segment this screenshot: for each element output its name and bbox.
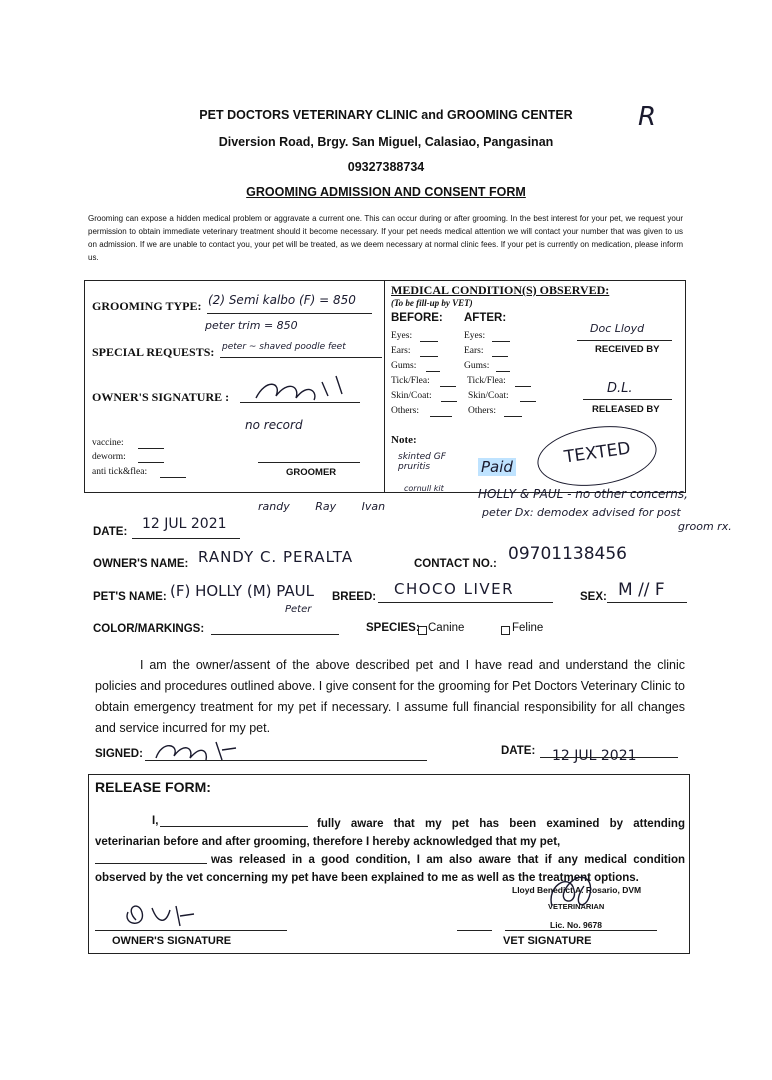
- before-label: BEFORE:: [391, 312, 443, 324]
- released-by-line: [583, 399, 672, 400]
- after-label: AFTER:: [464, 312, 507, 324]
- vet-sig-line: [505, 930, 657, 931]
- pet-name-extra: Peter: [285, 604, 312, 615]
- vaccine-line: [138, 448, 164, 449]
- clinic-name: PET DOCTORS VETERINARY CLINIC and GROOMING CENTER: [199, 108, 573, 122]
- vet-stamp-title: VETERINARIAN: [548, 902, 605, 911]
- signed-date-line: [540, 757, 678, 758]
- before-gums-line: [426, 371, 440, 372]
- owner-signature-scribble: [248, 372, 358, 406]
- release-text-2: fully aware that my pet has been examined by attending veterinarian before and after grooming, therefore I hereby acknowledged that my pet,: [95, 818, 685, 848]
- owner-sig-line: [95, 930, 287, 931]
- before-tickflea: Tick/Flea:: [391, 376, 430, 386]
- special-requests-line: [220, 357, 382, 358]
- note-label: Note:: [391, 434, 417, 446]
- after-ears: Ears:: [464, 346, 484, 356]
- after-tickflea: Tick/Flea:: [467, 376, 506, 386]
- grooming-type-value: (2) Semi kalbo (F) = 850: [208, 293, 356, 307]
- deworm-line: [138, 462, 164, 463]
- after-others-line: [504, 416, 522, 417]
- after-eyes-line: [492, 341, 510, 342]
- breed-line: [378, 602, 553, 603]
- release-text-3: was released in a good condition, I am also aware that if any medical condition observed by the vet concerning my pet have been explained to me as well as the treatment options.: [95, 854, 685, 884]
- notes-line-2: peter Dx: demodex advised for post: [482, 506, 681, 519]
- breed-value: CHOCO LIVER: [394, 580, 515, 598]
- vet-stamp-name: Lloyd Benedict A. Rosario, DVM: [512, 885, 642, 895]
- names-note: randy Ray Ivan: [258, 500, 386, 513]
- color-label: COLOR/MARKINGS:: [93, 623, 205, 635]
- color-line: [211, 634, 339, 635]
- grooming-type-label: GROOMING TYPE:: [92, 299, 202, 313]
- deworm-label: deworm:: [92, 452, 126, 462]
- medical-title: MEDICAL CONDITION(S) OBSERVED:: [391, 283, 610, 297]
- date-label: DATE:: [93, 526, 128, 538]
- species-feline: Feline: [512, 622, 544, 634]
- form-title: GROOMING ADMISSION AND CONSENT FORM: [246, 185, 526, 199]
- consent-paragraph: I am the owner/assent of the above described pet and I have read and understand the clinic policies and procedures outlined above. I give consent for the grooming for Pet Doctors Veterinary Clinic to obtain emergency treatment for my pet if necessary. I assume full financial responsibility for all changes and service incurred for my pet.: [95, 658, 685, 735]
- before-others: Others:: [391, 406, 419, 416]
- grooming-type-line: [207, 313, 372, 314]
- texted-note: TEXTED: [562, 438, 632, 468]
- after-others: Others:: [468, 406, 496, 416]
- sex-value: M // F: [618, 580, 665, 600]
- notes-line-1: HOLLY & PAUL - no other concerns,: [478, 487, 688, 501]
- vaccine-label: vaccine:: [92, 438, 124, 448]
- after-tickflea-line: [515, 386, 531, 387]
- special-requests-value: peter ~ shaved poodle feet: [222, 342, 346, 352]
- vet-sig-label: VET SIGNATURE: [503, 935, 592, 947]
- after-skincoat: Skin/Coat:: [468, 391, 509, 401]
- before-eyes: Eyes:: [391, 331, 413, 341]
- paid-note: Paid: [478, 458, 516, 476]
- signed-scribble: [150, 736, 260, 766]
- before-gums: Gums:: [391, 361, 417, 371]
- received-by-value: Doc Lloyd: [590, 322, 645, 335]
- column-divider: [384, 281, 385, 492]
- feline-checkbox[interactable]: [501, 626, 510, 635]
- after-gums-line: [496, 371, 510, 372]
- species-canine: Canine: [428, 622, 465, 634]
- owner-name-label: OWNER'S NAME:: [93, 558, 189, 570]
- release-text-1: I,: [152, 815, 159, 827]
- contact-value: 09701138456: [508, 544, 627, 564]
- intro-paragraph: Grooming can expose a hidden medical problem or aggravate a current one. This can occur during or after grooming. In the best interest for your pet, we request your permission to obtain immediate veterinary treatment should it become necessary. If your pet needs medical attention we will contact your number that was given to us on admission. If we are unable to contact you, your pet will be treated, as we deem necessary at normal clinic fees. If your pet is currently on medication, please inform us.: [88, 214, 683, 262]
- before-others-line: [430, 416, 452, 417]
- before-ears-line: [420, 356, 438, 357]
- before-skincoat: Skin/Coat:: [391, 391, 432, 401]
- before-skincoat-line: [441, 401, 457, 402]
- groomer-line: [258, 462, 360, 463]
- note-value-2: cornull kit: [404, 484, 444, 493]
- sex-line: [607, 602, 687, 603]
- clinic-phone: 09327388734: [347, 160, 425, 174]
- signed-date-label: DATE:: [501, 745, 536, 757]
- note-value: skinted GF pruritis: [398, 452, 446, 472]
- sex-label: SEX:: [580, 591, 607, 603]
- date-value: 12 JUL 2021: [142, 516, 227, 532]
- released-by-value: D.L.: [607, 381, 633, 396]
- clinic-address: Diversion Road, Brgy. San Miguel, Calasiao, Pangasinan: [218, 135, 554, 149]
- before-ears: Ears:: [391, 346, 411, 356]
- tickflea-line: [160, 477, 186, 478]
- special-requests-label: SPECIAL REQUESTS:: [92, 345, 215, 359]
- species-label: SPECIES:: [366, 622, 420, 634]
- tickflea-label: anti tick&flea:: [92, 467, 148, 477]
- notes-line-3: groom rx.: [678, 520, 732, 533]
- breed-label: BREED:: [332, 591, 377, 603]
- owner-name-value: RANDY C. PERALTA: [198, 548, 354, 566]
- groomer-label: GROOMER: [286, 467, 337, 478]
- vet-signature-scribble: [540, 866, 610, 918]
- after-gums: Gums:: [464, 361, 490, 371]
- signed-date-value: 12 JUL 2021: [552, 748, 637, 764]
- pet-name-value: (F) HOLLY (M) PAUL: [170, 582, 314, 600]
- canine-checkbox[interactable]: [418, 626, 427, 635]
- corner-mark: R: [638, 102, 657, 132]
- release-title: RELEASE FORM:: [95, 779, 211, 795]
- after-eyes: Eyes:: [464, 331, 486, 341]
- vet-sig-line-left: [457, 930, 492, 931]
- contact-label: CONTACT NO.:: [414, 558, 497, 570]
- after-ears-line: [492, 356, 508, 357]
- owner-signature-label: OWNER'S SIGNATURE :: [92, 390, 230, 404]
- pet-name-label: PET'S NAME:: [93, 591, 167, 603]
- grooming-type-value-2: peter trim = 850: [205, 319, 298, 332]
- owner-sig-label: OWNER'S SIGNATURE: [112, 935, 232, 947]
- before-tickflea-line: [440, 386, 456, 387]
- date-line: [132, 538, 240, 539]
- before-eyes-line: [420, 341, 438, 342]
- received-by-label: RECEIVED BY: [595, 344, 660, 355]
- vet-stamp-lic: Lic. No. 9678: [550, 920, 602, 930]
- released-by-label: RELEASED BY: [592, 404, 660, 415]
- after-skincoat-line: [520, 401, 536, 402]
- received-by-line: [577, 340, 672, 341]
- medical-subtitle: (To be fill-up by VET): [391, 298, 473, 308]
- signed-label: SIGNED:: [95, 748, 143, 760]
- no-record-note: no record: [245, 418, 303, 432]
